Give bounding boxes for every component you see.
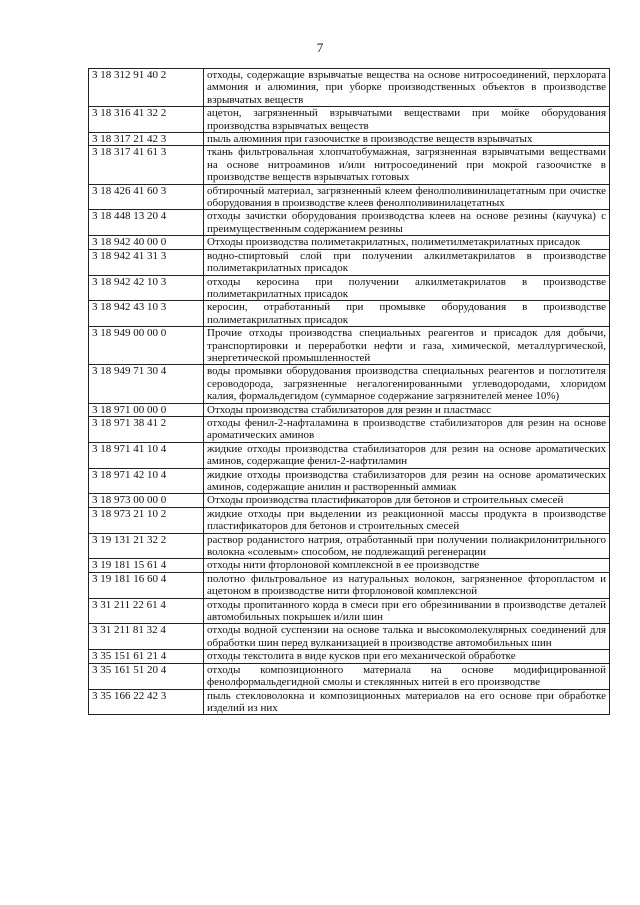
waste-description-cell: жидкие отходы при выделении из реакционной массы продукта в производстве пластификаторов для бетонов и строительных смесей	[204, 507, 610, 533]
waste-code-cell: 3 18 426 41 60 3	[89, 184, 204, 210]
waste-description-cell: ацетон, загрязненный взрывчатыми веществами при мойке оборудования производства взрывчатых веществ	[204, 107, 610, 133]
waste-code-cell: 3 19 181 16 60 4	[89, 572, 204, 598]
waste-description-cell: отходы текстолита в виде кусков при его механической обработке	[204, 650, 610, 663]
table-row	[89, 416, 610, 442]
table-row	[89, 650, 610, 663]
waste-description-cell: пыль алюминия при газоочистке в производстве веществ взрывчатых	[204, 133, 610, 146]
waste-code-cell: 3 18 317 21 42 3	[89, 133, 204, 146]
table-row	[89, 133, 610, 146]
waste-description-cell: отходы нити фторлоновой комплексной в ее производстве	[204, 559, 610, 572]
waste-description-cell: отходы зачистки оборудования производства клеев на основе резины (каучука) с преимущественным содержанием резины	[204, 210, 610, 236]
table-row	[89, 559, 610, 572]
table-row	[89, 442, 610, 468]
waste-code-cell: 3 18 971 00 00 0	[89, 403, 204, 416]
table-row	[89, 507, 610, 533]
table-row	[89, 210, 610, 236]
table-row	[89, 403, 610, 416]
waste-code-cell: 3 18 312 91 40 2	[89, 69, 204, 107]
waste-description-cell: Прочие отходы производства специальных реагентов и присадок для добычи, транспортировки и переработки нефти и газа, химической, металлургической, энергетической промышленностей	[204, 327, 610, 365]
waste-code-cell: 3 18 942 42 10 3	[89, 275, 204, 301]
table-row	[89, 327, 610, 365]
waste-description-cell: водно-спиртовый слой при получении алкилметакрилатов в производстве полиметакрилатных присадок	[204, 249, 610, 275]
table-row	[89, 301, 610, 327]
waste-code-cell: 3 35 166 22 42 3	[89, 689, 204, 715]
waste-code-cell: 3 18 316 41 32 2	[89, 107, 204, 133]
waste-code-cell: 3 18 942 43 10 3	[89, 301, 204, 327]
waste-description-cell: Отходы производства пластификаторов для бетонов и строительных смесей	[204, 494, 610, 507]
table-row	[89, 624, 610, 650]
waste-code-cell: 3 18 448 13 20 4	[89, 210, 204, 236]
waste-description-cell: отходы, содержащие взрывчатые вещества на основе нитросоединений, перхлората аммония и алюминия, при уборке производственных объектов в производстве взрывчатых веществ	[204, 69, 610, 107]
table-row	[89, 572, 610, 598]
waste-code-cell: 3 18 949 71 30 4	[89, 365, 204, 403]
waste-code-cell: 3 31 211 22 61 4	[89, 598, 204, 624]
waste-description-cell: полотно фильтровальное из натуральных волокон, загрязненное фторопластом и ацетоном в производстве нити фторлоновой комплексной	[204, 572, 610, 598]
table-row	[89, 598, 610, 624]
waste-code-cell: 3 18 317 41 61 3	[89, 146, 204, 184]
waste-description-cell: отходы водной суспензии на основе талька и высокомолекулярных соединений для обработки шин перед вулканизацией в производстве автомобильных шин	[204, 624, 610, 650]
waste-description-cell: пыль стекловолокна и композиционных материалов на его основе при обработке изделий из них	[204, 689, 610, 715]
waste-code-cell: 3 18 973 21 10 2	[89, 507, 204, 533]
table-row	[89, 533, 610, 559]
waste-description-cell: Отходы производства полиметакрилатных, полиметилметакрилатных присадок	[204, 236, 610, 249]
waste-code-cell: 3 18 942 41 31 3	[89, 249, 204, 275]
waste-code-cell: 3 35 161 51 20 4	[89, 663, 204, 689]
waste-description-cell: раствор роданистого натрия, отработанный при получении полиакрилонитрильного волокна «солевым» способом, не подлежащий регенерации	[204, 533, 610, 559]
table-row	[89, 468, 610, 494]
waste-description-cell: керосин, отработанный при промывке оборудования в производстве полиметакрилатных присадок	[204, 301, 610, 327]
waste-description-cell: воды промывки оборудования производства специальных реагентов и поглотителя сероводорода, загрязненные негалогенированными углеводородами, хлоридом калия, формальдегидом (суммарное содержание загрязнителей менее 10%)	[204, 365, 610, 403]
table-row	[89, 184, 610, 210]
waste-description-cell: Отходы производства стабилизаторов для резин и пластмасс	[204, 403, 610, 416]
table-row	[89, 236, 610, 249]
table-row	[89, 663, 610, 689]
waste-description-cell: жидкие отходы производства стабилизаторов для резин на основе ароматических аминов, содержащие фенил-2-нафтиламин	[204, 442, 610, 468]
waste-code-cell: 3 19 131 21 32 2	[89, 533, 204, 559]
waste-code-cell: 3 18 971 42 10 4	[89, 468, 204, 494]
waste-description-cell: отходы керосина при получении алкилметакрилатов в производстве полиметакрилатных присадок	[204, 275, 610, 301]
table-row	[89, 494, 610, 507]
table-row	[89, 146, 610, 184]
table-row	[89, 107, 610, 133]
waste-description-cell: жидкие отходы производства стабилизаторов для резин на основе ароматических аминов, содержащие анилин и растворенный аммиак	[204, 468, 610, 494]
waste-description-cell: обтирочный материал, загрязненный клеем фенолполивинилацетатным при очистке оборудования в производстве клеев фенолполивинилацетатных	[204, 184, 610, 210]
waste-code-cell: 3 18 949 00 00 0	[89, 327, 204, 365]
page-number: 7	[316, 40, 324, 55]
waste-code-cell: 3 31 211 81 32 4	[89, 624, 204, 650]
table-row	[89, 69, 610, 107]
table-row	[89, 365, 610, 403]
table-row	[89, 689, 610, 715]
waste-code-cell: 3 18 973 00 00 0	[89, 494, 204, 507]
waste-code-cell: 3 18 971 41 10 4	[89, 442, 204, 468]
waste-code-cell: 3 18 942 40 00 0	[89, 236, 204, 249]
table-row	[89, 275, 610, 301]
waste-description-cell: отходы пропитанного корда в смеси при его обрезинивании в производстве деталей автомобильных покрышек и/или шин	[204, 598, 610, 624]
waste-description-cell: ткань фильтровальная хлопчатобумажная, загрязненная взрывчатыми веществами на основе нитроаминов и/или нитросоединений при мокрой газоочистке в производстве веществ взрывчатых готовых	[204, 146, 610, 184]
waste-code-cell: 3 18 971 38 41 2	[89, 416, 204, 442]
waste-description-cell: отходы фенил-2-нафталамина в производстве стабилизаторов для резин на основе ароматических аминов	[204, 416, 610, 442]
waste-description-cell: отходы композиционного материала на основе модифицированной фенолформальдегидной смолы и стеклянных нитей в его производстве	[204, 663, 610, 689]
table-row	[89, 249, 610, 275]
waste-code-cell: 3 35 151 61 21 4	[89, 650, 204, 663]
waste-code-cell: 3 19 181 15 61 4	[89, 559, 204, 572]
waste-classifier-table	[88, 68, 610, 715]
